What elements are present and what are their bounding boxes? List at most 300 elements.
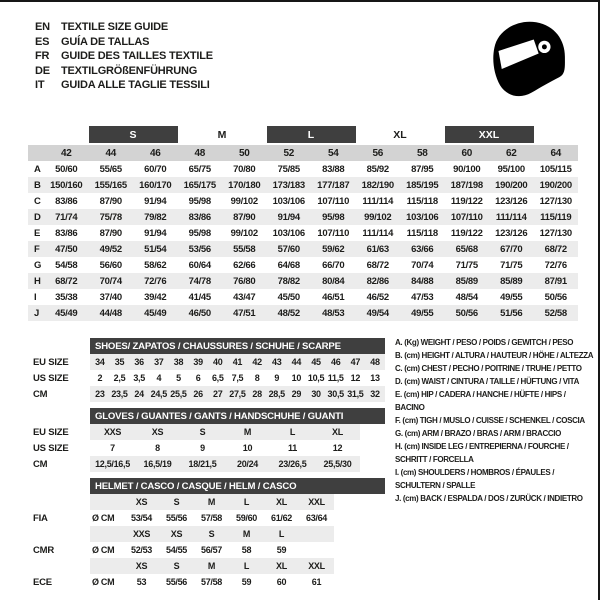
size-number: 56 <box>372 147 384 159</box>
measurement-value: 45/49 <box>144 307 167 319</box>
size-number: 50 <box>238 147 250 159</box>
table-row <box>28 161 578 177</box>
measurement-value: 87/95 <box>411 163 434 175</box>
measurement-value: 165/175 <box>183 179 216 191</box>
shoe-size-value: 46 <box>330 357 341 367</box>
measurement-value: 111/114 <box>362 227 394 239</box>
measurement-value: 60/70 <box>144 163 167 175</box>
shoe-size-value: 47 <box>350 357 361 367</box>
measurement-value: 107/110 <box>450 211 483 223</box>
helmet-size-value: 59/60 <box>235 513 258 523</box>
shoe-size-value: 26 <box>193 389 203 399</box>
measurement-value: 177/187 <box>317 179 350 191</box>
helmet-size-value: XL <box>276 497 287 507</box>
measurement-value: 91/94 <box>144 195 167 207</box>
row-label: CM <box>33 458 48 470</box>
size-number: 54 <box>327 147 339 159</box>
measurement-value: 51/56 <box>500 307 523 319</box>
measurement-value: 87/90 <box>99 227 122 239</box>
table-row <box>33 526 385 542</box>
measurement-value: 61/63 <box>366 243 389 255</box>
row-values <box>90 510 334 526</box>
table-row <box>33 558 385 574</box>
language-code: ES <box>35 35 50 48</box>
measurement-value: 123/126 <box>495 195 528 207</box>
row-values <box>90 494 334 510</box>
helmet-size-value: 61/62 <box>270 513 293 523</box>
row-letter: H <box>34 275 41 287</box>
glove-size-value: 9 <box>200 443 205 453</box>
language-code: DE <box>35 64 50 77</box>
glove-size-value: 16,5/19 <box>143 459 172 469</box>
language-code: IT <box>35 79 45 91</box>
measurement-value: 44/48 <box>99 307 122 319</box>
measurement-value: 111/114 <box>362 195 394 207</box>
table-row <box>28 289 578 305</box>
helmet-size-value: 58 <box>241 545 252 555</box>
measurement-value: 123/126 <box>495 227 528 239</box>
helmet-table <box>33 478 385 590</box>
measurement-value: 55/58 <box>233 243 256 255</box>
measurement-value: 76/80 <box>233 275 256 287</box>
row-label: US SIZE <box>33 372 69 384</box>
helmet-size-value: M <box>207 497 216 507</box>
measurement-value: 190/200 <box>495 179 528 191</box>
measurement-value: 67/70 <box>500 243 523 255</box>
helmet-size-value: XS <box>135 497 148 507</box>
legend-key: J. <box>395 494 401 503</box>
measurement-value: 48/53 <box>322 307 345 319</box>
glove-size-value: 7 <box>110 443 115 453</box>
measurement-value: 173/183 <box>272 179 305 191</box>
helmet-size-value: 57/58 <box>200 577 223 587</box>
shoe-size-value: 11,5 <box>327 373 344 383</box>
measurement-value: 75/78 <box>99 211 122 223</box>
measurement-value: 68/72 <box>366 259 389 271</box>
measurement-value: 127/130 <box>539 195 572 207</box>
shoes-rows <box>33 354 385 402</box>
measurement-value: 62/66 <box>233 259 256 271</box>
diameter-unit-label: Ø CM <box>92 513 115 523</box>
measurement-value: 115/118 <box>406 195 438 207</box>
legend-entry <box>395 362 595 375</box>
shoe-size-value: 8 <box>254 373 260 383</box>
measurement-value: 64/68 <box>277 259 300 271</box>
measurement-value: 58/62 <box>144 259 167 271</box>
row-values <box>90 440 360 456</box>
measurement-value: 185/195 <box>406 179 439 191</box>
helmet-size-value: 55/56 <box>165 577 188 587</box>
legend-text: (cm) WAIST / CINTURA / TAILLE / HÜFTUNG / VITA <box>404 377 580 386</box>
table-row <box>28 241 578 257</box>
measurement-value: 50/56 <box>544 291 567 303</box>
table-row <box>28 177 578 193</box>
title-language-line <box>35 78 213 93</box>
table-row <box>33 354 385 370</box>
measurement-value: 71/75 <box>500 259 523 271</box>
legend-entry <box>395 414 595 427</box>
measurement-value: 85/89 <box>455 275 478 287</box>
table-row <box>28 273 578 289</box>
shoe-size-value: 24 <box>134 389 144 399</box>
textile-size-table <box>28 126 578 321</box>
helmet-size-value: S <box>208 529 215 539</box>
table-row <box>33 574 385 590</box>
measurement-value: 47/50 <box>55 243 78 255</box>
measurement-value: 182/190 <box>361 179 394 191</box>
row-values <box>90 558 334 574</box>
row-letter: A <box>34 163 41 175</box>
glove-size-value: 10 <box>242 443 253 453</box>
diameter-unit-label: Ø CM <box>92 577 115 587</box>
row-letter: G <box>34 259 42 271</box>
size-group-label: L <box>267 126 356 143</box>
size-number: 64 <box>550 147 562 159</box>
measurement-value: 78/82 <box>277 275 300 287</box>
measurement-value: 65/75 <box>188 163 211 175</box>
shoe-size-value: 23 <box>95 389 105 399</box>
measurement-value: 127/130 <box>539 227 572 239</box>
size-number: 58 <box>416 147 428 159</box>
row-letter: F <box>34 243 40 255</box>
diameter-unit-label <box>90 494 124 510</box>
row-values <box>90 456 360 472</box>
glove-size-value: XXS <box>103 427 122 437</box>
shoe-size-value: 43 <box>272 357 282 367</box>
title-language-line <box>35 20 213 35</box>
table-row <box>33 424 385 440</box>
measurement-value: 72/76 <box>144 275 167 287</box>
language-code: FR <box>35 50 50 62</box>
title-language-line <box>35 64 213 79</box>
measurement-value: 84/88 <box>411 275 434 287</box>
measurement-value: 39/42 <box>144 291 167 303</box>
shoe-size-value: 6,5 <box>211 373 224 383</box>
helmet-size-value: XXL <box>308 497 325 507</box>
helmet-size-value: 55/56 <box>165 513 188 523</box>
helmet-size-value: 54/55 <box>165 545 188 555</box>
size-number: 42 <box>60 147 72 159</box>
shoe-size-value: 3,5 <box>133 373 145 383</box>
glove-size-value: 20/24 <box>236 459 259 469</box>
legend-key: C. <box>395 364 403 373</box>
glove-size-value: M <box>243 427 252 437</box>
measurement-value: 50/56 <box>455 307 478 319</box>
helmet-size-value: 59 <box>276 545 287 555</box>
gloves-rows <box>33 424 385 472</box>
glove-size-value: 25,5/30 <box>323 459 352 469</box>
page-title: GUÍA DE TALLAS <box>61 35 150 48</box>
measurement-value: 187/198 <box>450 179 483 191</box>
gloves-table-title: GLOVES / GUANTES / GANTS / HANDSCHUHE / GUANTI <box>90 408 385 424</box>
measurement-value: 53/56 <box>188 243 211 255</box>
title-language-list <box>35 20 213 93</box>
helmet-size-value: 52/53 <box>130 545 153 555</box>
legend-key: D. <box>395 377 403 386</box>
legend-text: (cm) SHOULDERS / HOMBROS / ÉPAULES / SCHULTERN / SPALLE <box>395 468 555 490</box>
measurement-value: 60/64 <box>188 259 211 271</box>
measurement-value: 91/94 <box>277 211 300 223</box>
measurement-value: 49/52 <box>99 243 122 255</box>
helmet-size-value: M <box>242 529 251 539</box>
measurement-value: 41/45 <box>188 291 211 303</box>
helmet-size-value: XXL <box>308 561 325 571</box>
measurement-value: 35/38 <box>55 291 78 303</box>
legend-text: (cm) TIGH / MUSLO / CUISSE / SCHENKEL / COSCIA <box>402 416 585 425</box>
helmet-size-value: 56/57 <box>200 545 223 555</box>
row-values <box>90 542 334 558</box>
measurement-value: 46/52 <box>366 291 389 303</box>
table-row <box>33 456 385 472</box>
measurement-value: 160/170 <box>139 179 172 191</box>
row-letter: C <box>34 195 41 207</box>
table-row <box>33 542 385 558</box>
shoe-size-value: 24,5 <box>150 389 167 399</box>
legend-entry <box>395 466 595 492</box>
row-label: CMR <box>33 544 55 556</box>
measurement-value: 99/102 <box>364 211 392 223</box>
row-letter: D <box>34 211 41 223</box>
measurement-rows <box>28 161 578 321</box>
size-number: 48 <box>194 147 206 159</box>
shoes-table-title: SHOES/ ZAPATOS / CHAUSSURES / SCHUHE / SCARPE <box>90 338 385 354</box>
measurement-value: 71/74 <box>55 211 78 223</box>
helmet-size-value: XXS <box>132 529 151 539</box>
shoe-size-value: 7,5 <box>231 373 244 383</box>
measurement-value: 55/65 <box>99 163 122 175</box>
measurement-value: 48/52 <box>277 307 300 319</box>
shoe-size-value: 28 <box>252 389 262 399</box>
measurement-value: 82/86 <box>366 275 389 287</box>
row-label: US SIZE <box>33 442 69 454</box>
helmet-size-value <box>299 542 334 558</box>
shoe-size-value: 32 <box>370 389 380 399</box>
size-number: 44 <box>105 147 117 159</box>
measurement-value: 47/53 <box>411 291 434 303</box>
glove-size-value: XS <box>151 427 164 437</box>
table-row <box>28 225 578 241</box>
measurement-value: 66/70 <box>322 259 345 271</box>
measurement-value: 52/58 <box>544 307 567 319</box>
diameter-unit-label <box>90 558 124 574</box>
legend-text: (cm) INSIDE LEG / ENTREPIERNA / FOURCHE / SCHRITT / FORCELLA <box>395 442 569 464</box>
shoes-table <box>33 338 385 402</box>
shoe-size-value: 36 <box>134 357 144 367</box>
size-number: 60 <box>461 147 473 159</box>
measurement-value: 99/102 <box>230 195 258 207</box>
glove-size-value: 12 <box>332 443 343 453</box>
diameter-unit-label: Ø CM <box>92 545 115 555</box>
glove-size-value: 12,5/16,5 <box>95 459 130 469</box>
glove-size-value: 23/26,5 <box>278 459 307 469</box>
row-values <box>90 386 385 402</box>
size-group-label: M <box>217 128 227 141</box>
row-values <box>90 370 385 386</box>
helmet-size-value: XS <box>135 561 148 571</box>
helmet-size-value: L <box>243 561 250 571</box>
measurement-value: 71/75 <box>455 259 478 271</box>
shoe-size-value: 23,5 <box>111 389 128 399</box>
measurement-value: 115/119 <box>540 211 572 223</box>
shoe-size-value: 2 <box>97 373 103 383</box>
row-letter: J <box>34 307 39 319</box>
shoe-size-value: 6 <box>195 373 201 383</box>
measurement-value: 48/54 <box>455 291 478 303</box>
measurement-value: 70/74 <box>99 275 122 287</box>
measurement-value: 43/47 <box>233 291 256 303</box>
shoe-size-value: 37 <box>154 357 164 367</box>
legend-entry <box>395 336 595 349</box>
legend-text: (Kg) WEIGHT / PESO / POIDS / GEWITCH / PESO <box>404 338 574 347</box>
legend-text: (cm) CHEST / PECHO / POITRINE / TRUHE / PETTO <box>404 364 582 373</box>
row-label <box>33 526 90 542</box>
glove-size-value: XL <box>332 427 343 437</box>
title-language-line <box>35 35 213 50</box>
helmet-size-value: S <box>173 497 180 507</box>
helmet-size-value: L <box>278 529 285 539</box>
shoe-size-value: 30,5 <box>327 389 344 399</box>
measurement-value: 83/86 <box>55 195 78 207</box>
measurement-value: 72/76 <box>544 259 567 271</box>
helmet-size-value: 60 <box>276 577 287 587</box>
helmet-size-value <box>299 526 334 542</box>
measurement-value: 45/49 <box>55 307 78 319</box>
measurement-value: 70/74 <box>411 259 434 271</box>
measurement-value: 49/55 <box>500 291 523 303</box>
legend-entry <box>395 440 595 466</box>
table-row <box>33 494 385 510</box>
shoe-size-value: 45 <box>311 357 321 367</box>
measurement-value: 115/118 <box>406 227 438 239</box>
page-title: GUIDA ALLE TAGLIE TESSILI <box>61 79 210 91</box>
measurement-value: 47/51 <box>233 307 256 319</box>
measurement-value: 91/94 <box>144 227 167 239</box>
shoe-size-value: 42 <box>252 357 262 367</box>
legend-key: A. <box>395 338 403 347</box>
measurement-value: 45/50 <box>277 291 300 303</box>
helmet-size-value: 63/64 <box>305 513 328 523</box>
measurement-value: 49/54 <box>366 307 389 319</box>
measurement-value: 56/60 <box>99 259 122 271</box>
measurement-value: 75/85 <box>277 163 300 175</box>
legend-key: F. <box>395 416 401 425</box>
row-letter: E <box>34 227 41 239</box>
measurement-value: 65/68 <box>455 243 478 255</box>
row-label: EU SIZE <box>33 426 69 438</box>
row-label: EU SIZE <box>33 356 69 368</box>
measurement-value: 59/62 <box>322 243 345 255</box>
page-title: TEXTILGRÖßENFÜHRUNG <box>61 64 198 77</box>
measurement-value: 85/89 <box>500 275 523 287</box>
row-letter: I <box>34 291 37 303</box>
measurement-value: 63/66 <box>411 243 434 255</box>
table-row <box>28 305 578 321</box>
row-values <box>90 574 334 590</box>
shoe-size-value: 27,5 <box>229 389 246 399</box>
table-row <box>28 209 578 225</box>
shoe-size-value: 48 <box>370 357 380 367</box>
measurement-value: 90/100 <box>453 163 481 175</box>
measurement-value: 111/114 <box>495 211 527 223</box>
measurement-value: 190/200 <box>539 179 572 191</box>
measurement-value: 95/98 <box>188 227 211 239</box>
helmet-size-value: 57/58 <box>200 513 223 523</box>
title-language-line <box>35 49 213 64</box>
legend-entry <box>395 375 595 388</box>
measurement-value: 54/58 <box>55 259 78 271</box>
measurement-value: 49/55 <box>411 307 434 319</box>
size-group-label: XL <box>393 128 407 141</box>
row-values <box>90 424 360 440</box>
legend-key: H. <box>395 442 403 451</box>
shoe-size-value: 35 <box>114 357 125 367</box>
row-label: ECE <box>33 576 52 588</box>
shoe-size-value: 39 <box>193 357 203 367</box>
measurement-value: 107/110 <box>317 227 350 239</box>
measurement-value: 83/88 <box>322 163 345 175</box>
row-values <box>90 526 334 542</box>
shoe-size-value: 25,5 <box>170 389 187 399</box>
measurement-value: 79/82 <box>144 211 167 223</box>
legend-key: G. <box>395 429 403 438</box>
table-row <box>33 510 385 526</box>
shoe-size-value: 27 <box>213 389 223 399</box>
legend-text: (cm) BACK / ESPALDA / DOS / ZURÜCK / INDIETRO <box>402 494 583 503</box>
helmet-size-value: S <box>173 561 180 571</box>
measurement-value: 70/80 <box>233 163 256 175</box>
size-number-row <box>28 145 578 161</box>
legend-entry <box>395 427 595 440</box>
row-label: CM <box>33 388 48 400</box>
legend-entry <box>395 388 595 414</box>
measurement-value: 74/78 <box>188 275 211 287</box>
size-number: 46 <box>149 147 161 159</box>
size-group-label: XXL <box>445 126 534 143</box>
shoe-size-value: 41 <box>232 357 243 367</box>
legend-entry <box>395 492 595 505</box>
legend-text: (cm) HEIGHT / ALTURA / HAUTEUR / HÖHE / ALTEZZA <box>404 351 594 360</box>
helmet-size-value: 53/54 <box>130 513 153 523</box>
legend-text: (cm) HIP / CADERA / HANCHE / HÜFTE / HIPS / BACINO <box>395 390 566 412</box>
measurement-value: 103/106 <box>272 195 305 207</box>
measurement-value: 68/72 <box>544 243 567 255</box>
measurement-legend <box>395 336 595 505</box>
shoe-size-value: 10,5 <box>307 373 325 383</box>
shoe-size-value: 9 <box>274 373 280 383</box>
shoe-size-value: 40 <box>213 357 223 367</box>
helmet-size-value: 53 <box>136 577 147 587</box>
row-letter: B <box>34 179 41 191</box>
measurement-value: 57/60 <box>277 243 300 255</box>
table-row <box>33 386 385 402</box>
size-number: 52 <box>283 147 295 159</box>
legend-key: B. <box>395 351 403 360</box>
gloves-table <box>33 408 385 472</box>
glove-size-value: L <box>289 427 296 437</box>
helmet-size-value: XL <box>276 561 287 571</box>
measurement-value: 83/86 <box>55 227 78 239</box>
shoe-size-value: 30 <box>311 389 321 399</box>
shoe-size-value: 2,5 <box>113 373 126 383</box>
row-label <box>33 558 90 574</box>
measurement-value: 119/122 <box>450 227 483 239</box>
measurement-value: 50/60 <box>55 163 78 175</box>
measurement-value: 46/51 <box>322 291 345 303</box>
shoe-size-value: 38 <box>173 357 184 367</box>
shoe-size-value: 44 <box>291 357 302 367</box>
measurement-value: 85/92 <box>366 163 389 175</box>
size-number: 62 <box>505 147 517 159</box>
